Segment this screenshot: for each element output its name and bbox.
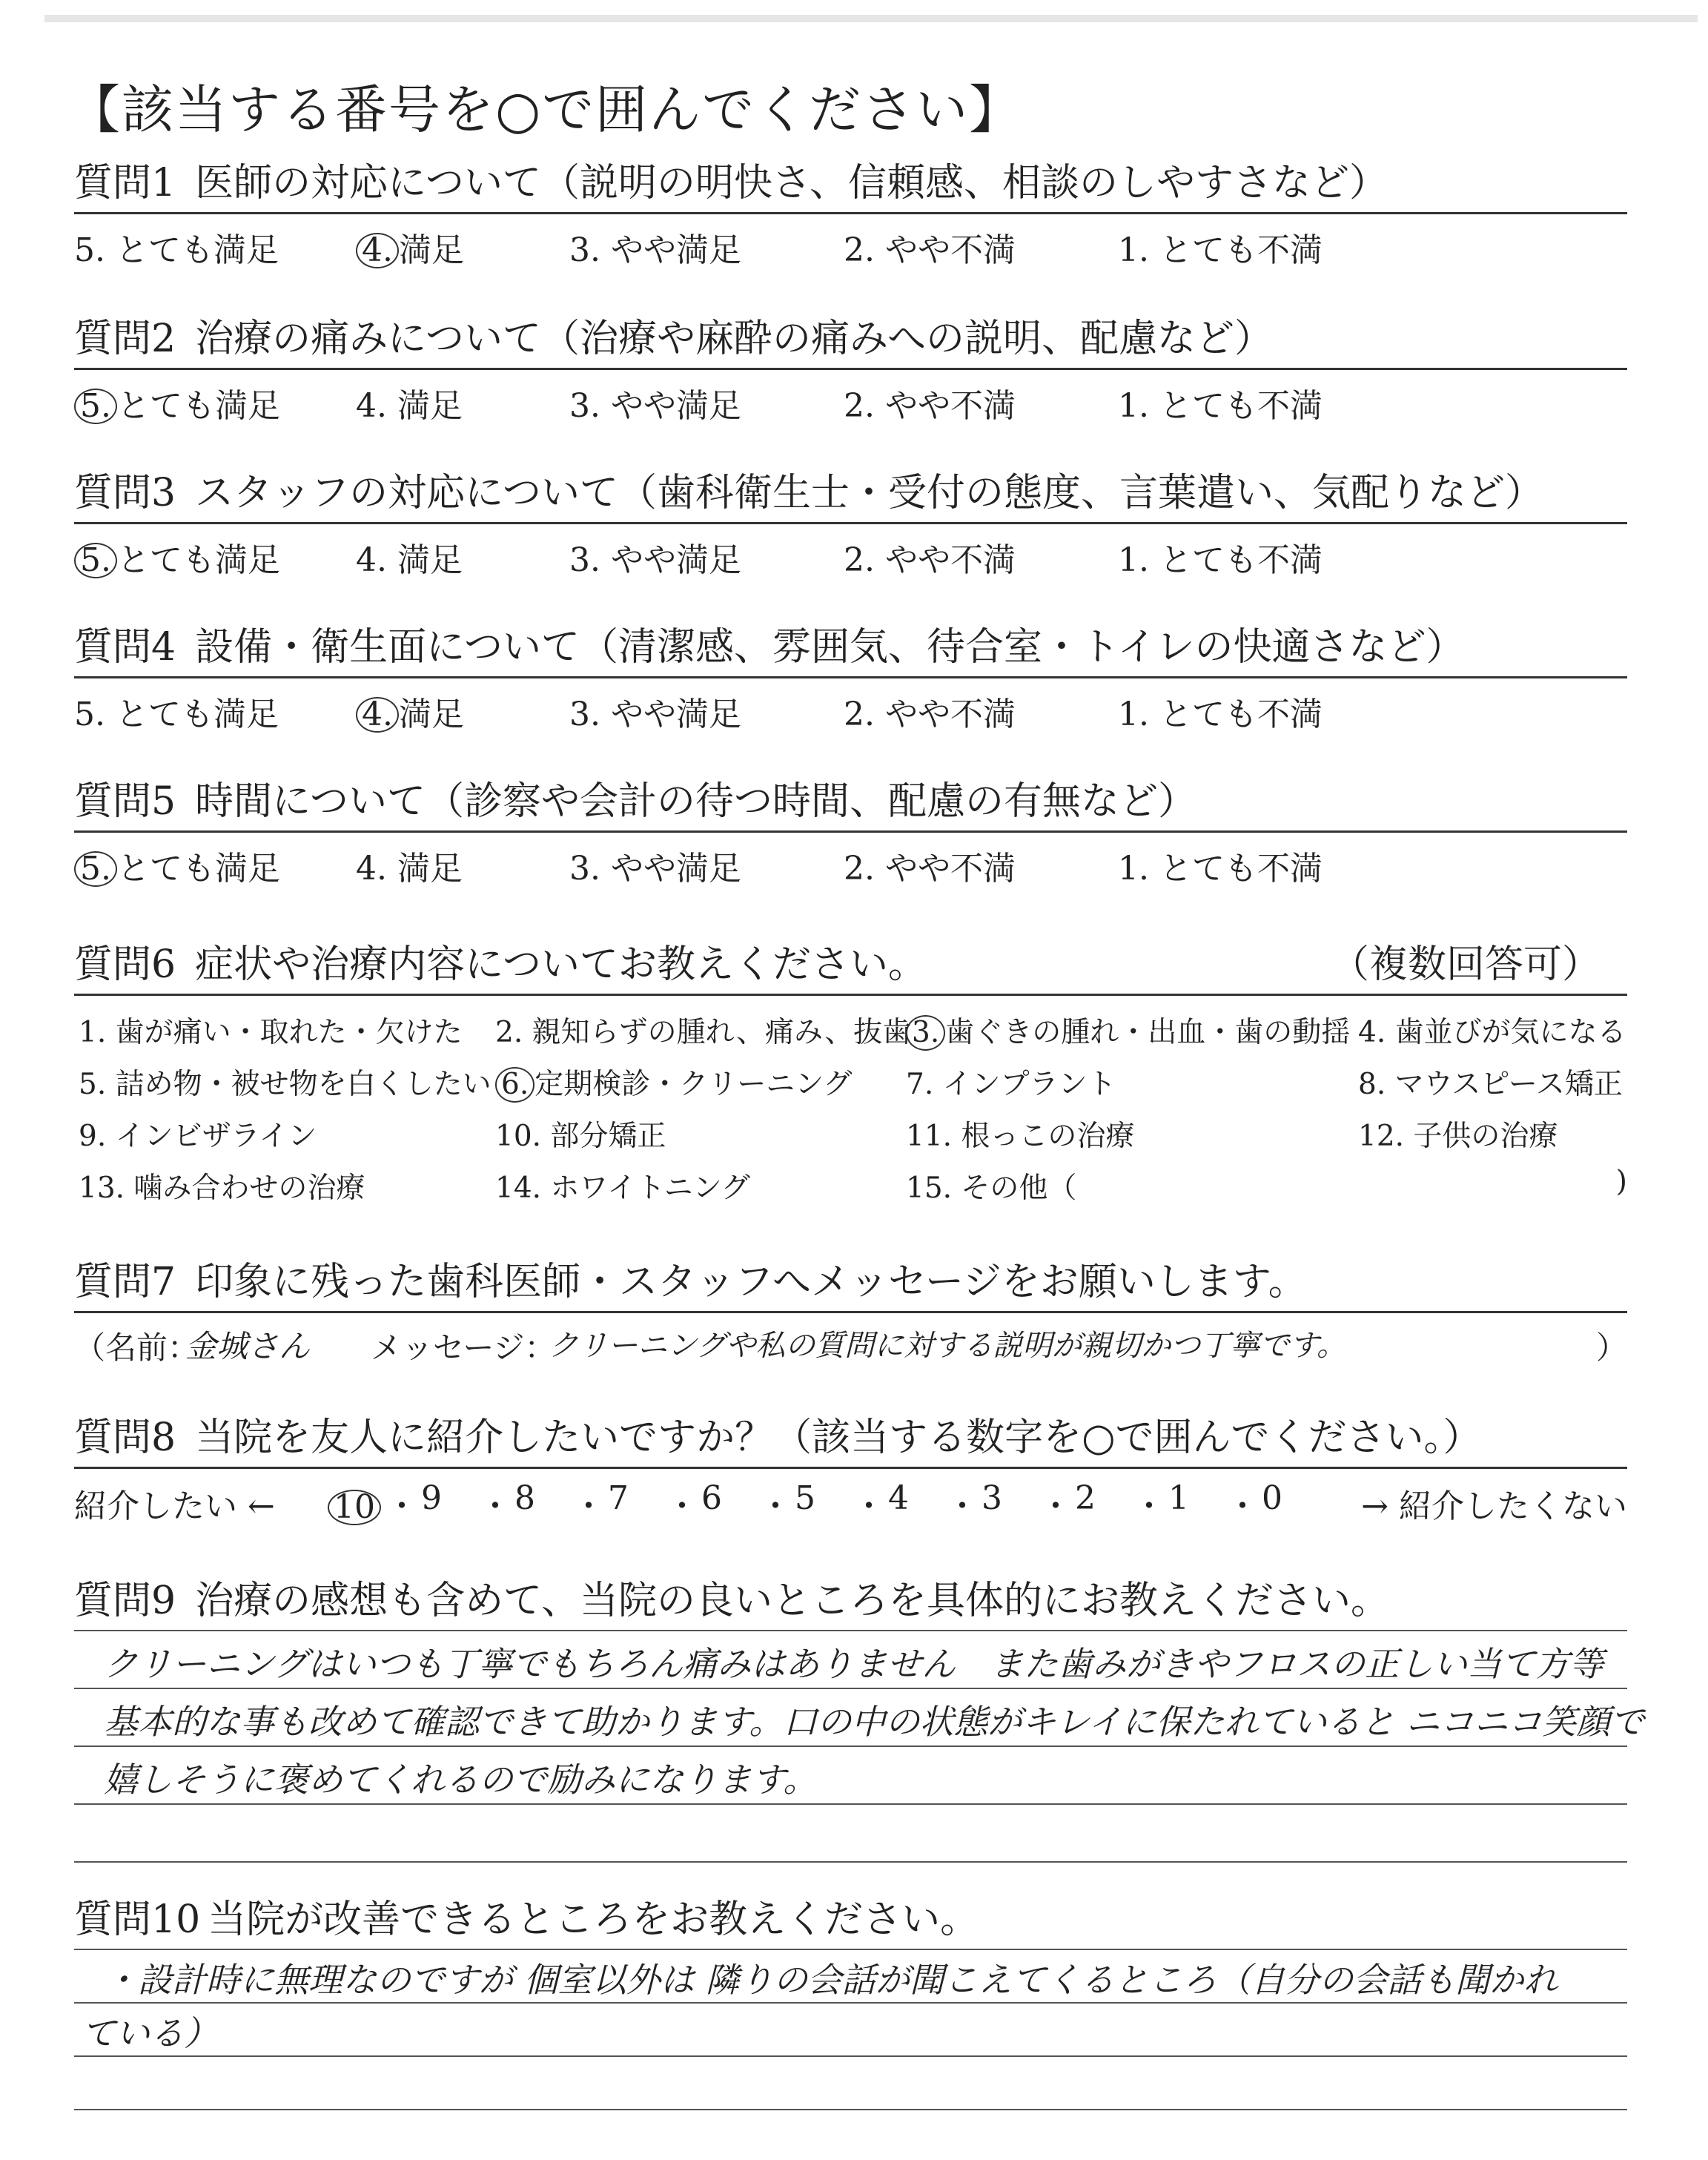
other-close-paren: )	[1615, 1165, 1627, 1198]
rating-option-2[interactable]: 2. やや不満	[844, 231, 1016, 269]
question-text: スタッフの対応について（歯科衛生士・受付の態度、言葉遣い、気配りなど）	[195, 471, 1544, 515]
page-title: 【該当する番号を○で囲んでください】	[68, 79, 1023, 140]
question-number: 質問9	[74, 1579, 176, 1623]
answer-lines[interactable]	[74, 1630, 1645, 1926]
question-text: 印象に残った歯科医師・スタッフへメッセージをお願いします。	[195, 1260, 1307, 1304]
rating-option-1[interactable]: 1. とても不満	[1118, 541, 1323, 579]
scale-value-7[interactable]: 7	[608, 1479, 629, 1517]
scale-separator: ・	[572, 1487, 605, 1525]
scale-value-3[interactable]: 3	[982, 1479, 1002, 1517]
rating-option-3[interactable]: 3. やや満足	[569, 387, 741, 425]
name-value[interactable]: 金城さん	[185, 1328, 311, 1364]
question-header	[74, 773, 1627, 833]
scale-separator: ・	[1039, 1487, 1072, 1525]
rating-option-1[interactable]: 1. とても不満	[1118, 231, 1323, 269]
question-number: 質問7	[74, 1260, 176, 1304]
rating-option-4[interactable]: 4. 満足	[356, 541, 463, 579]
question-header	[74, 1409, 1627, 1469]
rating-option-5[interactable]: 5. とても満足	[74, 842, 280, 889]
rating-option-4[interactable]: 4. 満足	[356, 850, 463, 888]
rating-options	[74, 524, 1627, 584]
symptom-option-10[interactable]: 10. 部分矯正	[495, 1120, 666, 1153]
question-number: 質問10	[74, 1898, 201, 1942]
selected-circle: 3.	[906, 1015, 945, 1051]
selected-circle: 10	[328, 1490, 381, 1525]
rating-option-3[interactable]: 3. やや満足	[569, 541, 741, 579]
scale-separator: ・	[479, 1487, 512, 1525]
question-header	[74, 1891, 1627, 1949]
rating-options	[74, 678, 1627, 738]
scale-value-4[interactable]: 4	[888, 1479, 909, 1517]
question-header	[74, 464, 1627, 524]
multi-answer-note: （複数回答可）	[1330, 942, 1601, 987]
scale-separator: ・	[1226, 1487, 1259, 1525]
symptom-option-2[interactable]: 2. 親知らずの腫れ、痛み、抜歯	[495, 1016, 912, 1049]
question-number: 質問6	[74, 942, 176, 987]
symptom-option-3[interactable]: 3. 歯ぐきの腫れ・出血・歯の動揺	[906, 1009, 1350, 1051]
symptom-option-14[interactable]: 14. ホワイトニング	[495, 1172, 750, 1205]
question-header	[74, 1253, 1627, 1313]
scale-separator: ・	[853, 1487, 885, 1525]
scale-separator: ・	[666, 1487, 698, 1525]
answer-line-1: ・設計時に無理なのですが 個室以外は 隣りの会話が聞こえてくるところ（自分の会話も聞かれ	[104, 1960, 1558, 2000]
name-label: （名前：	[74, 1330, 199, 1366]
message-value[interactable]: クリーニングや私の質問に対する説明が親切かつ丁寧です。	[549, 1329, 1346, 1363]
selected-circle: 5.	[74, 543, 117, 578]
question-header	[74, 936, 1627, 996]
scale-separator: ・	[759, 1487, 792, 1525]
recommend-scale	[74, 1469, 1627, 1528]
question-7	[74, 1253, 1627, 1373]
rating-option-2[interactable]: 2. やや不満	[844, 387, 1016, 425]
question-text: 時間について（診察や会計の待つ時間、配慮の有無など）	[195, 779, 1197, 824]
symptom-option-8[interactable]: 8. マウスピース矯正	[1358, 1068, 1623, 1101]
question-number: 質問4	[74, 625, 176, 670]
scale-separator: ・	[385, 1487, 418, 1525]
question-10	[74, 1891, 1627, 2156]
question-text: 治療の痛みについて（治療や麻酔の痛みへの説明、配慮など）	[195, 317, 1274, 361]
close-paren: ）	[1595, 1330, 1627, 1366]
rating-option-5[interactable]: 5. とても満足	[74, 231, 279, 269]
question-header	[74, 618, 1627, 678]
scan-edge	[44, 15, 1698, 22]
rating-options	[74, 833, 1627, 892]
scale-separator: ・	[946, 1487, 979, 1525]
rating-option-1[interactable]: 1. とても不満	[1118, 387, 1323, 425]
symptom-option-5[interactable]: 5. 詰め物・被せ物を白くしたい	[79, 1068, 491, 1101]
question-2	[74, 310, 1627, 429]
question-1	[74, 154, 1627, 274]
symptom-option-7[interactable]: 7. インプラント	[906, 1068, 1116, 1101]
question-number: 質問5	[74, 779, 176, 824]
question-text: 医師の対応について（説明の明快さ、信頼感、相談のしやすさなど）	[195, 161, 1388, 205]
symptom-option-6[interactable]: 6. 定期検診・クリーニング	[495, 1061, 852, 1103]
symptom-option-4[interactable]: 4. 歯並びが気になる	[1358, 1016, 1626, 1049]
rating-option-2[interactable]: 2. やや不満	[844, 541, 1016, 579]
rating-option-1[interactable]: 1. とても不満	[1118, 696, 1323, 733]
question-text: 症状や治療内容についてお教えください。	[195, 942, 927, 987]
question-8	[74, 1409, 1627, 1528]
message-label: メッセージ：	[371, 1330, 556, 1366]
symptom-options	[74, 996, 1627, 1203]
rating-option-3[interactable]: 3. やや満足	[569, 231, 741, 269]
rating-option-2[interactable]: 2. やや不満	[844, 850, 1016, 888]
scale-value-0[interactable]: 0	[1262, 1479, 1282, 1517]
symptom-option-1[interactable]: 1. 歯が痛い・取れた・欠けた	[79, 1016, 463, 1049]
symptom-option-11[interactable]: 11. 根っこの治療	[906, 1120, 1135, 1153]
answer-line-1: クリーニングはいつも丁寧でもちろん痛みはありません また歯みがきやフロスの正しい当て方等	[104, 1644, 1604, 1684]
rating-option-1[interactable]: 1. とても不満	[1118, 850, 1323, 888]
question-9	[74, 1572, 1645, 1926]
question-number: 質問3	[74, 471, 176, 515]
question-text: 当院を友人に紹介したいですか？（該当する数字を○で囲んでください。）	[195, 1416, 1482, 1460]
rating-option-4[interactable]: 4. 満足	[356, 387, 463, 425]
question-3	[74, 464, 1627, 584]
scale-value-8[interactable]: 8	[514, 1479, 535, 1517]
question-text: 設備・衛生面について（清潔感、雰囲気、待合室・トイレの快適さなど）	[195, 625, 1465, 670]
answer-line-2: 基本的な事も改めて確認できて助かります。口の中の状態がキレイに保たれていると ニコニコ笑顔で	[104, 1702, 1645, 1742]
question-number: 質問2	[74, 317, 176, 361]
scale-right-label: → 紹介したくない	[1361, 1487, 1627, 1525]
symptom-option-13[interactable]: 13. 噛み合わせの治療	[79, 1172, 365, 1205]
scale-value-6[interactable]: 6	[701, 1479, 722, 1517]
question-number: 質問8	[74, 1416, 176, 1460]
rating-option-2[interactable]: 2. やや不満	[844, 696, 1016, 733]
scale-value-2[interactable]: 2	[1075, 1479, 1096, 1517]
symptom-option-9[interactable]: 9. インビザライン	[79, 1120, 317, 1153]
message-row	[74, 1313, 1627, 1373]
scale-value-5[interactable]: 5	[795, 1479, 815, 1517]
selected-circle: 4.	[356, 233, 399, 268]
question-6	[74, 936, 1627, 1203]
rating-option-3[interactable]: 3. やや満足	[569, 696, 741, 733]
selected-circle: 5.	[74, 851, 117, 887]
rating-options	[74, 370, 1627, 429]
scale-left-label: 紹介したい ←	[74, 1487, 275, 1525]
scale-value-1[interactable]: 1	[1168, 1479, 1189, 1517]
rating-option-3[interactable]: 3. やや満足	[569, 850, 741, 888]
answer-line-3: 嬉しそうに褒めてくれるので励みになります。	[104, 1760, 818, 1800]
question-5	[74, 773, 1627, 892]
symptom-option-12[interactable]: 12. 子供の治療	[1358, 1120, 1558, 1153]
question-text: 治療の感想も含めて、当院の良いところを具体的にお教えください。	[195, 1579, 1390, 1623]
selected-circle: 6.	[495, 1067, 534, 1103]
rating-options	[74, 214, 1627, 274]
question-text: 当院が改善できるところをお教えください。	[208, 1898, 979, 1942]
question-header	[74, 154, 1627, 214]
rating-option-5[interactable]: 5. とても満足	[74, 696, 279, 733]
scale-separator: ・	[1133, 1487, 1165, 1525]
symptom-option-15[interactable]: 15. その他（	[906, 1172, 1077, 1205]
rating-option-4[interactable]: 4. 満足	[356, 223, 464, 271]
question-header	[74, 310, 1627, 370]
scale-value-9[interactable]: 9	[421, 1479, 442, 1517]
question-number: 質問1	[74, 161, 176, 205]
selected-circle: 5.	[74, 389, 117, 424]
answer-lines[interactable]	[74, 1949, 1627, 2156]
question-header	[74, 1572, 1627, 1630]
rating-option-5[interactable]: 5. とても満足	[74, 533, 280, 581]
selected-circle: 4.	[356, 697, 399, 733]
answer-line-2: ている）	[82, 2013, 218, 2053]
question-4	[74, 618, 1627, 738]
rating-option-5[interactable]: 5. とても満足	[74, 379, 280, 426]
rating-option-4[interactable]: 4. 満足	[356, 687, 464, 735]
